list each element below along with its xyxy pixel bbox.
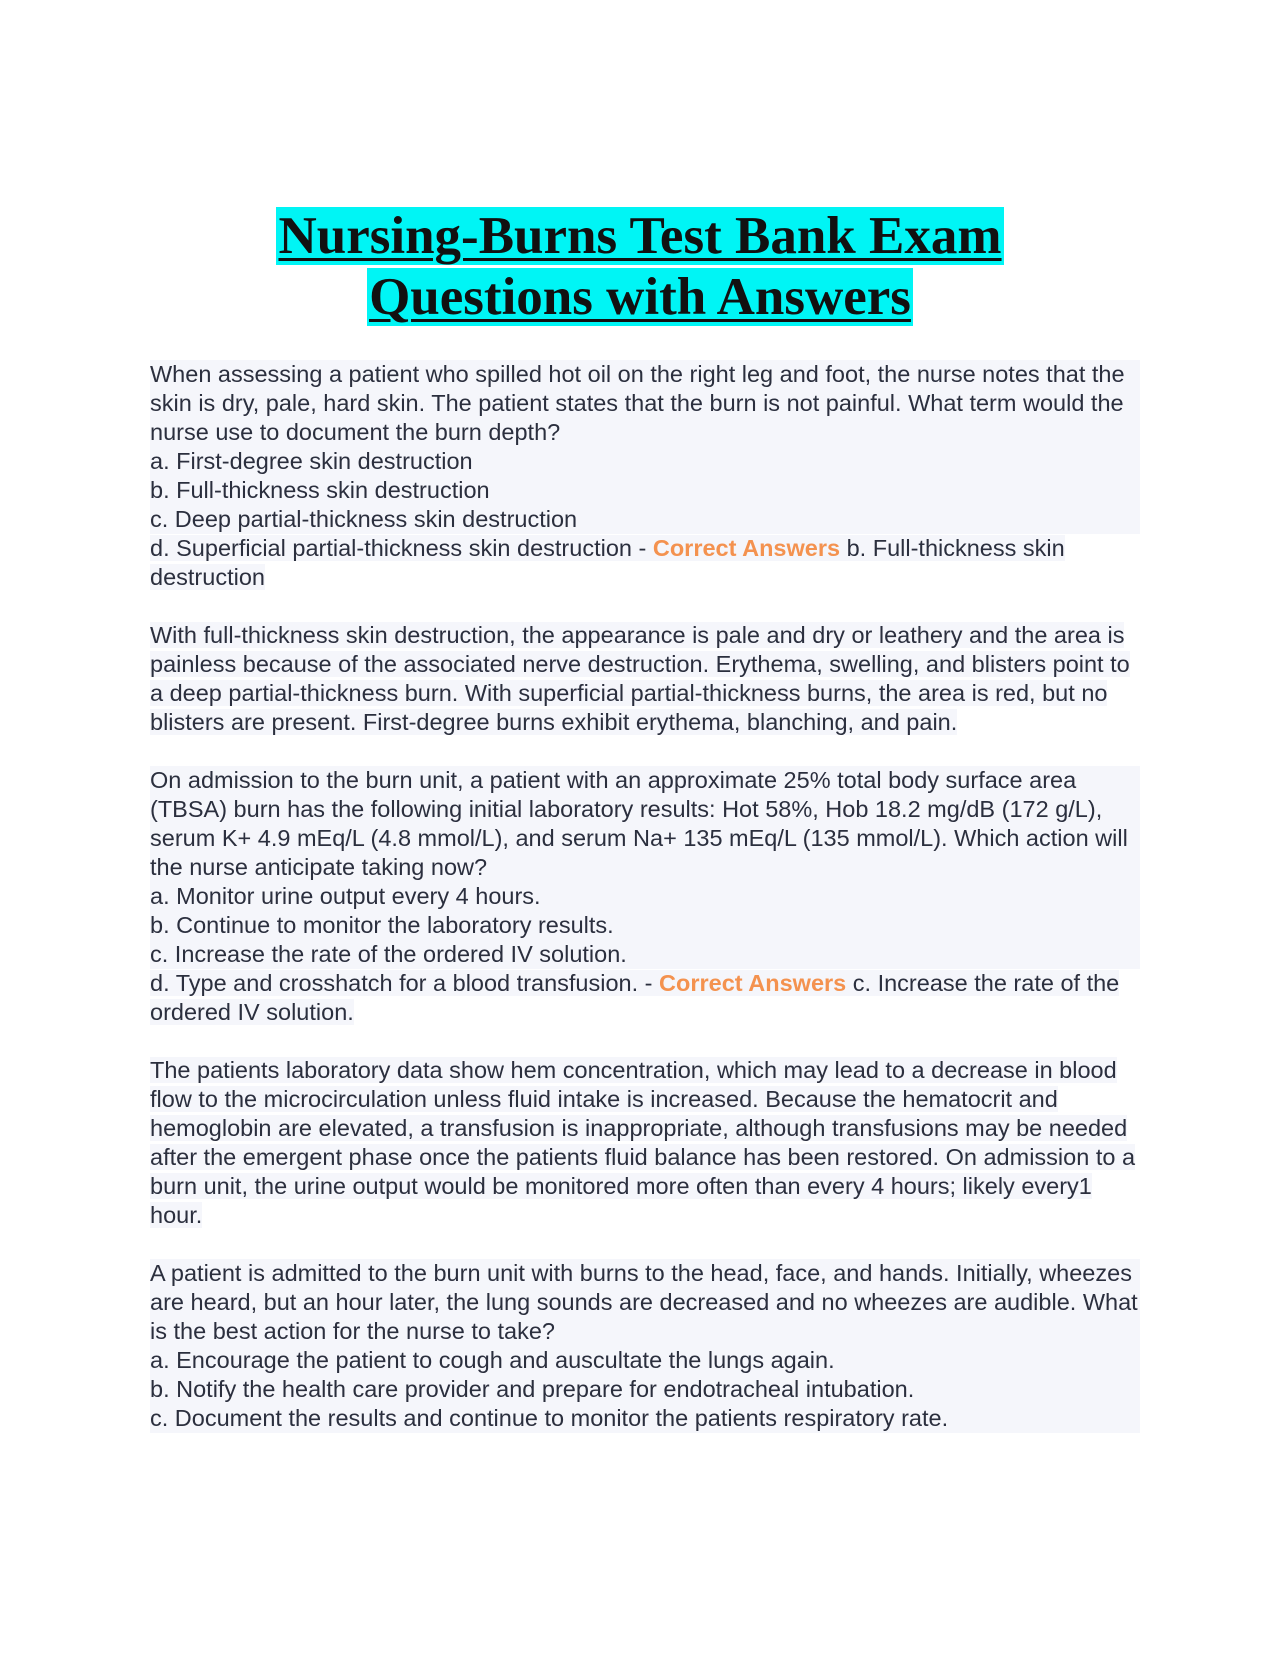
option-a: a. Monitor urine output every 4 hours. xyxy=(150,882,1140,911)
option-b: b. Notify the health care provider and prepare for endotracheal intubation. xyxy=(150,1375,1140,1404)
option-d: d. Superficial partial-thickness skin destruction - xyxy=(150,535,653,561)
question-1 xyxy=(150,360,1140,592)
option-a: a. Encourage the patient to cough and auscultate the lungs again. xyxy=(150,1346,1140,1375)
option-b: b. Continue to monitor the laboratory results. xyxy=(150,911,1140,940)
option-c: c. Deep partial-thickness skin destruction xyxy=(150,505,1140,534)
correct-answers-label: Correct Answers xyxy=(659,970,847,996)
option-d: d. Type and crosshatch for a blood transfusion. - xyxy=(150,970,660,996)
rationale-1 xyxy=(150,621,1140,737)
title-line-1: Nursing-Burns Test Bank Exam xyxy=(278,207,1002,265)
answer-text: c. Increase the rate of the ordered IV solution. xyxy=(150,970,1120,1025)
question-stem: A patient is admitted to the burn unit with burns to the head, face, and hands. Initially, wheezes are heard, but an hour later, the lung sounds are decreased and no wheezes are audible. What is the best action for the nurse to take? xyxy=(150,1259,1140,1346)
option-d-line xyxy=(150,969,1140,1027)
answer-text: b. Full-thickness skin destruction xyxy=(150,535,1065,590)
question-stem: When assessing a patient who spilled hot oil on the right leg and foot, the nurse notes that the skin is dry, pale, hard skin. The patient states that the burn is not painful. What term would the nurse use to document the burn depth? xyxy=(150,360,1140,447)
option-d-line xyxy=(150,534,1140,592)
rationale-2 xyxy=(150,1056,1140,1230)
question-2 xyxy=(150,766,1140,1027)
document-title xyxy=(140,206,1140,328)
question-stem: On admission to the burn unit, a patient with an approximate 25% total body surface area (TBSA) burn has the following initial laboratory results: Hot 58%, Hob 18.2 mg/dB (172 g/L), serum K+ 4.9 mEq/L (4.8 mmol/L), and serum Na+ 135 mEq/L (135 mmol/L). Which action will the nurse anticipate taking now? xyxy=(150,766,1140,882)
title-line-2: Questions with Answers xyxy=(369,268,911,326)
rationale-text: The patients laboratory data show hem concentration, which may lead to a decrease in blood flow to the microcirculation unless fluid intake is increased. Because the hematocrit and hemoglobin are elevated, a transfusion is inappropriate, although transfusions may be needed after the emergent phase once the patients fluid balance has been restored. On admission to a burn unit, the urine output would be monitored more often than every 4 hours; likely every1 hour. xyxy=(150,1057,1136,1228)
option-c: c. Document the results and continue to monitor the patients respiratory rate. xyxy=(150,1404,1140,1433)
document-body xyxy=(150,360,1140,1462)
option-c: c. Increase the rate of the ordered IV solution. xyxy=(150,940,1140,969)
rationale-text: With full-thickness skin destruction, the appearance is pale and dry or leathery and the area is painless because of the associated nerve destruction. Erythema, swelling, and blisters point to a deep partial-thickness burn. With superficial partial-thickness burns, the area is red, but no blisters are present. First-degree burns exhibit erythema, blanching, and pain. xyxy=(150,622,1130,735)
option-b: b. Full-thickness skin destruction xyxy=(150,476,1140,505)
option-a: a. First-degree skin destruction xyxy=(150,447,1140,476)
correct-answers-label: Correct Answers xyxy=(652,535,841,561)
question-3 xyxy=(150,1259,1140,1433)
